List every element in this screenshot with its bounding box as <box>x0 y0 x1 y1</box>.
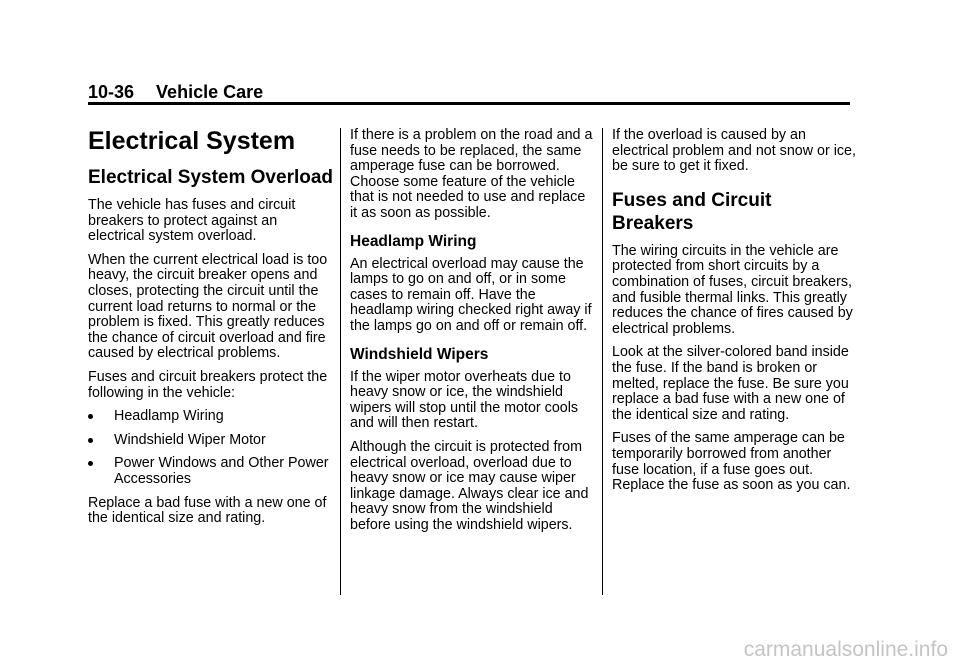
column-divider-1 <box>340 128 341 595</box>
paragraph: An electrical overload may cause the lamps to go on and off, or in some cases to remain off. Have the headlamp wiring checked right away if the lamps go on and off or remain off. <box>350 255 592 334</box>
paragraph: If the overload is caused by an electrical problem and not snow or ice, be sure to get it fixed. <box>612 127 856 175</box>
page-header <box>88 82 263 102</box>
paragraph: Look at the silver-colored band inside the fuse. If the band is broken or melted, replace the fuse. Be sure you replace a bad fuse with a new one of the identical size and rating. <box>612 344 849 423</box>
watermark: carmanualsonline.info <box>743 638 948 661</box>
paragraph: The wiring circuits in the vehicle are protected from short circuits by a combination of fuses, circuit breakers, and fusible thermal links. This greatly reduces the chance of fires caused by electrical problems. <box>612 242 853 337</box>
bullet-icon <box>88 461 93 466</box>
header-rule <box>88 102 850 105</box>
protected-items-list <box>88 409 334 487</box>
paragraph: When the current electrical load is too heavy, the circuit breaker opens and closes, protecting the circuit until the current load returns to normal or the problem is fixed. This greatly reduces the chance of circuit overload and fire caused by electrical problems. <box>88 251 328 362</box>
heading-electrical-system-overload: Electrical System Overload <box>88 167 334 188</box>
paragraph: Replace a bad fuse with a new one of the identical size and rating. <box>88 494 327 527</box>
page-title: Electrical System <box>88 127 296 155</box>
paragraph: Fuses and circuit breakers protect the following in the vehicle: <box>88 368 328 401</box>
heading-windshield-wipers: Windshield Wipers <box>350 345 489 363</box>
list-item: Power Windows and Other Power Accessories <box>88 456 334 487</box>
paragraph: The vehicle has fuses and circuit breakers to protect against an electrical system overload. <box>88 197 296 245</box>
list-item: Windshield Wiper Motor <box>88 433 334 449</box>
paragraph: If there is a problem on the road and a fuse needs to be replaced, the same amperage fuse can be borrowed. Choose some feature of the vehicle that is not needed to use and replace it as soon as possible. <box>350 127 593 221</box>
bullet-icon <box>88 438 93 443</box>
column-1 <box>88 126 334 535</box>
paragraph: Although the circuit is protected from electrical overload, overload due to heavy snow or ice may cause wiper linkage damage. Always clear ice and heavy snow from the windshield before using the windshield wipers. <box>350 438 589 533</box>
column-2 <box>350 128 596 541</box>
heading-headlamp-wiring: Headlamp Wiring <box>350 232 477 250</box>
bullet-icon <box>88 414 93 419</box>
paragraph: Fuses of the same amperage can be temporarily borrowed from another fuse location, if a fuse goes out. Replace the fuse as soon as you can. <box>612 430 851 494</box>
heading-fuses-and-circuit-breakers: Fuses and Circuit Breakers <box>612 189 772 234</box>
paragraph: If the wiper motor overheats due to heavy snow or ice, the windshield wipers will stop until the motor cools and will then restart. <box>350 368 579 432</box>
section-title: Vehicle Care <box>156 82 264 102</box>
column-divider-2 <box>602 128 603 595</box>
page-number: 10-36 <box>88 82 135 102</box>
column-3 <box>612 128 858 502</box>
list-item: Headlamp Wiring <box>88 409 334 425</box>
